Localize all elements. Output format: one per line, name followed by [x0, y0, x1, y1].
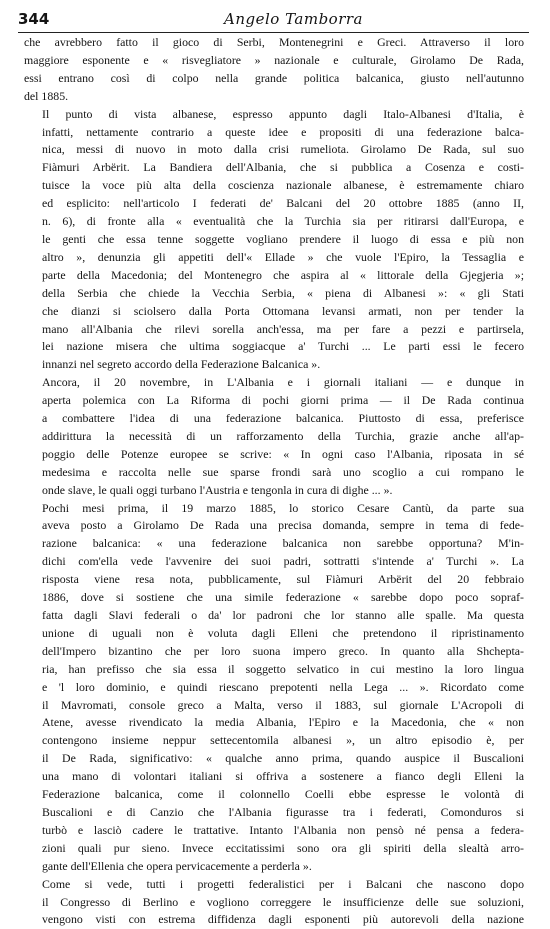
text-line: risposta viene resa nota, pubblicamente, sul Fiàmuri Arbërit del 20 febbraio	[42, 572, 524, 587]
text-line: nica, messi di nuovo in moto dalla crisi rumeliota. Girolamo De Rada, sul suo	[42, 142, 524, 157]
text-line: onde slave, le quali oggi turbano l'Austria e tengonla in cura di dighe ... ».	[42, 482, 393, 497]
text-line: aveva posto a Girolamo De Rada una precisa domanda, sempre in tema di fede-	[42, 518, 524, 533]
paragraph	[24, 106, 524, 375]
text-line: altro », denunzia gli appetiti dell'« Ellade » che vuole l'Epiro, la Tessaglia e	[42, 249, 524, 264]
paragraph	[24, 374, 524, 499]
text-line: il Mavromati, console greco a Malta, verso il 1883, sul giornale L'Acropoli di	[42, 697, 524, 712]
text-line: razione balcanica: « una federazione balcanica non sarebbe opportuna? M'in-	[42, 536, 524, 551]
text-line: dichi com'ella vede l'avvenire dei suoi padri, sottratti s'intende a' Turchi ». La	[42, 554, 524, 569]
text-line: n. 6), di fronte alla « eventualità che la Turchia sia per ritirarsi dall'Europa, e	[42, 214, 524, 229]
text-line: le genti che essa tenne soggette vogliano prendere il luogo di essa e più non	[42, 231, 524, 246]
text-line: tuisce la voce più alta della coscienza nazionale albanese, è estremamente chiaro	[42, 178, 524, 193]
text-line: medesima e raccolta nelle sue sparse frondi sarà uno scoglio a cui rompano le	[42, 464, 524, 479]
text-line: 1886, dove si sostiene che una simile federazione « sarebbe dopo poco sopraf-	[42, 590, 524, 605]
text-line: essi entrano così di colpo nella grande politica balcanica, giusto nell'autunno	[24, 70, 524, 85]
body-text	[24, 34, 524, 929]
text-line: aperta polemica con La Riforma di pochi giorni prima — il De Rada continua	[42, 393, 524, 408]
text-line: della Serbia che chiede la Vecchia Serbia, « piena di Albanesi »: « gli Stati	[42, 285, 524, 300]
page-number: 344	[18, 10, 50, 28]
text-line: ria, han prefisso che sia essa il soggetto selvatico in cui mestino la loro lingua	[42, 661, 524, 676]
text-line: innanzi nel segreto accordo della Federazione Balcanica ».	[42, 357, 321, 372]
text-line: unione di uguali non è voluta dagli Elleni che pretendono il ripristinamento	[42, 625, 524, 640]
text-line: Pochi mesi prima, il 19 marzo 1885, lo storico Cesare Cantù, da parte sua	[42, 500, 524, 515]
running-head-author: Angelo Tamborra	[224, 10, 363, 28]
text-line: dell'Impero bizantino che per loro suona impero greco. In quanto alla Shchepta-	[42, 643, 524, 658]
text-line: infatti, nettamente contrario a queste idee e propositi di una federazione balca-	[42, 124, 524, 139]
text-line: gante dell'Ellenia che opera pervicacemente a perderla ».	[42, 858, 312, 873]
text-line: mano all'Albania che rilevi sorella anch'essa, ma per fare a pezzi e partirsela,	[42, 321, 524, 336]
text-line: Il punto di vista albanese, espresso appunto dagli Italo-Albanesi d'Italia, è	[42, 106, 524, 121]
text-line: parte della Macedonia; del Montenegro che aspira al « littorale della Gjegjeria »;	[42, 267, 524, 282]
text-line: una mano di volontari italiani si offriva a sostenere a fianco degli Elleni la	[42, 769, 524, 784]
text-line: a combattere l'idea di una federazione balcanica. Piuttosto di essa, preferisce	[42, 411, 524, 426]
text-line: turbò e lasciò cadere le trattative. Intanto l'Albania non pensò né pensa a federa-	[42, 822, 524, 837]
page-header	[18, 6, 529, 33]
text-line: ed esplicito: nell'articolo I federati de' Balcani del 20 ottobre 1885 (anno II,	[42, 196, 524, 211]
text-line: Buscalioni e di Canzio che l'Albania figurasse tra i federati, Comonduros si	[42, 804, 524, 819]
text-line: Come si vede, tutti i progetti federalistici per i Balcani che nascono dopo	[42, 876, 524, 891]
text-line: il De Rada, significativo: « qualche anno prima, quando auspice il Buscalioni	[42, 751, 524, 766]
text-line: e 'l loro dominio, e quindi riescano prepotenti nella Lega ... ». Ricordato come	[42, 679, 524, 694]
text-line: poggio delle Potenze europee se scrive: « In ogni caso l'Albania, riposata in sé	[42, 446, 524, 461]
text-line: del 1885.	[24, 88, 69, 103]
paragraph	[24, 876, 524, 929]
text-line: addirittura la necessità di un rafforzamento della Turchia, grazie anche all'ap-	[42, 428, 524, 443]
text-line: zioni quali pur sieno. Invece eccitatissimi sono ora gli spiriti della slealtà arro-	[42, 840, 524, 855]
text-line: lei nazione misera che ultima soggiacque a' Turchi ... Le parti essi le fecero	[42, 339, 524, 354]
text-line: fatta dagli Slavi federali o da' lor padroni che lor stanno alle spalle. Ma questa	[42, 608, 524, 622]
text-line: Atene, avesse rivendicato la media Albania, l'Epiro e la Macedonia, che « non	[42, 715, 524, 730]
text-line: che dianzi si sciolsero dalla Porta Ottomana levansi armati, non per tender la	[42, 303, 524, 318]
paragraph	[24, 500, 524, 876]
text-line: contengono insieme neppur settecentomila albanesi », un altro episodio è, per	[42, 733, 524, 748]
text-line: che avrebbero fatto il gioco di Serbi, Montenegrini e Greci. Attraverso il loro	[24, 35, 524, 49]
text-line: vengono visti con estrema diffidenza dagli esponenti più autorevoli della nazione	[42, 912, 524, 927]
text-line: Fiàmuri Arbërit. La Bandiera dell'Albania, che si pubblica a Cosenza e costi-	[42, 160, 524, 175]
text-line: maggiore esponente e « risvegliatore » nazionale e culturale, Girolamo De Rada,	[24, 52, 524, 67]
paragraph	[24, 34, 524, 106]
text-line: Federazione balcanica, come il colonnello Coelli ebbe espresse le volontà di	[42, 787, 524, 802]
text-line: il Congresso di Berlino e vogliono correggere le insufficienze delle sue soluzioni,	[42, 894, 524, 909]
text-line: Ancora, il 20 novembre, in L'Albania e i giornali italiani — e dunque in	[42, 375, 524, 390]
